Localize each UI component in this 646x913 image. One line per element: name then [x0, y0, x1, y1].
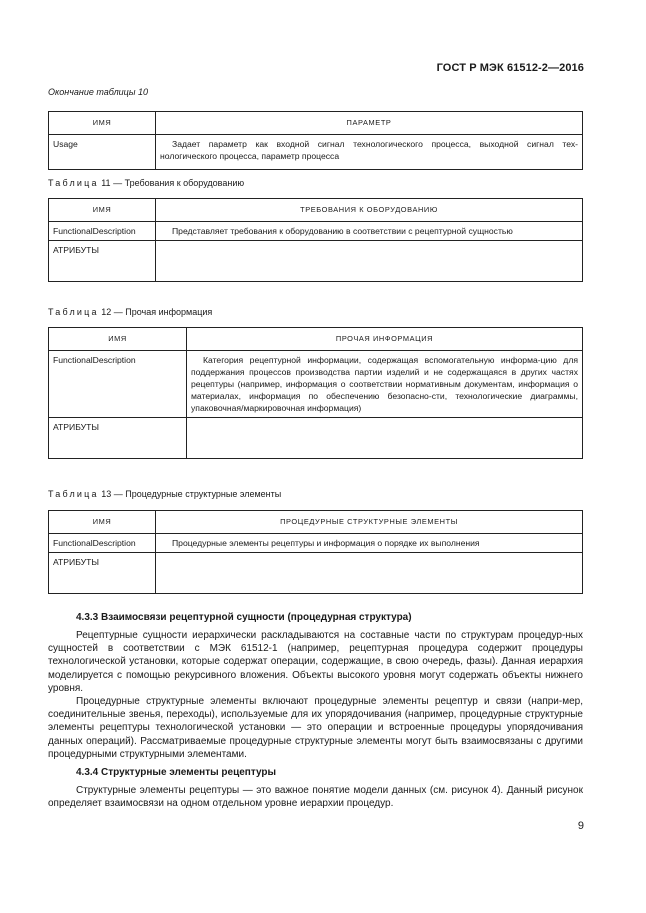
- row-name: FunctionalDescription: [49, 222, 156, 241]
- column-header-name: ИМЯ: [49, 199, 156, 222]
- column-header-value: ПРОЧАЯ ИНФОРМАЦИЯ: [187, 328, 583, 351]
- table-13-caption: [48, 489, 281, 499]
- caption-label: Таблица: [48, 489, 99, 499]
- row-value: Представляет требования к оборудованию в соответствии с рецептурной сущностью: [156, 222, 583, 241]
- table-10-continuation-note: Окончание таблицы 10: [48, 87, 148, 97]
- row-value: Процедурные элементы рецептуры и информация о порядке их выполнения: [156, 534, 583, 553]
- paragraph: Процедурные структурные элементы включают процедурные элементы рецептур и связи (напри-мер, соединительные звенья, переходы), используемые для их упорядочивания (например, процедурные структурные элементы рецептуры технологической установки — это операции и встроенные процедуры упорядочивания данных операций). Рассматриваемые процедурные структурные элементы могут быть взаимосвязаны с другими процедурными структурными элементами.: [48, 696, 583, 760]
- caption-number: 12: [101, 307, 112, 317]
- table-13: [48, 510, 583, 594]
- table-row: [49, 241, 583, 282]
- caption-label: Таблица: [48, 307, 99, 317]
- section-4-3-4: [48, 767, 583, 810]
- table-row: [49, 351, 583, 418]
- column-header-value: ПАРАМЕТР: [156, 112, 583, 135]
- table-row: [49, 534, 583, 553]
- row-value: [187, 418, 583, 459]
- row-name: АТРИБУТЫ: [49, 418, 187, 459]
- row-name: АТРИБУТЫ: [49, 553, 156, 594]
- section-heading: 4.3.4 Структурные элементы рецептуры: [76, 767, 277, 778]
- column-header-name: ИМЯ: [49, 112, 156, 135]
- caption-title: — Прочая информация: [113, 307, 213, 317]
- table-11-caption: [48, 178, 244, 188]
- table-header-row: [49, 199, 583, 222]
- row-value: [156, 241, 583, 282]
- row-value: [156, 553, 583, 594]
- column-header-name: ИМЯ: [49, 328, 187, 351]
- caption-label: Таблица: [48, 178, 99, 188]
- table-12-caption: [48, 307, 212, 317]
- table-11: [48, 198, 583, 282]
- row-name: FunctionalDescription: [49, 534, 156, 553]
- column-header-value: ТРЕБОВАНИЯ К ОБОРУДОВАНИЮ: [156, 199, 583, 222]
- caption-number: 13: [101, 489, 112, 499]
- column-header-value: ПРОЦЕДУРНЫЕ СТРУКТУРНЫЕ ЭЛЕМЕНТЫ: [156, 511, 583, 534]
- table-row: [49, 553, 583, 594]
- row-value: Задает параметр как входной сигнал технологического процесса, выходной сигнал тех-нологического процесса, параметр процесса: [156, 135, 583, 170]
- table-row: [49, 135, 583, 170]
- table-row: [49, 418, 583, 459]
- row-name: АТРИБУТЫ: [49, 241, 156, 282]
- paragraph: Структурные элементы рецептуры — это важное понятие модели данных (см. рисунок 4). Данный рисунок определяет взаимосвязи на одном отдельном уровне иерархии процедур.: [48, 785, 583, 810]
- caption-number: 11: [101, 178, 111, 188]
- section-heading: 4.3.3 Взаимосвязи рецептурной сущности (процедурная структура): [76, 612, 412, 623]
- caption-title: — Процедурные структурные элементы: [113, 489, 282, 499]
- column-header-name: ИМЯ: [49, 511, 156, 534]
- section-4-3-3: [48, 612, 583, 761]
- row-value: Категория рецептурной информации, содержащая вспомогательную информа-цию для поддержания процессов производства партии изделий и не содержащаяся в других частях рецептуры (например, информация о соответствии нормативным документам, информация о материалах, информация по обеспечению безопасно-сти, технологические диаграммы, упаковочная/маркировочная информация): [187, 351, 583, 418]
- table-10: [48, 111, 583, 170]
- row-name: Usage: [49, 135, 156, 170]
- paragraph: Рецептурные сущности иерархически раскладываются на составные части по структурам процедур-ных сущностей в соответствии с МЭК 61512-1 (например, рецептурная процедура содержит процедуры технологической установки, которые содержат операции, содержащие, в свою очередь, фазы). Данная иерархия моделируется с помощью рекурсивного вложения. Объекты высокого уровня могут содержать объекты нижнего уровня.: [48, 630, 583, 694]
- table-row: [49, 222, 583, 241]
- table-header-row: [49, 112, 583, 135]
- table-header-row: [49, 328, 583, 351]
- table-12: [48, 327, 583, 459]
- page-number: 9: [577, 820, 584, 832]
- row-name: FunctionalDescription: [49, 351, 187, 418]
- standard-header: ГОСТ Р МЭК 61512-2—2016: [436, 62, 584, 74]
- table-header-row: [49, 511, 583, 534]
- caption-title: — Требования к оборудованию: [113, 178, 245, 188]
